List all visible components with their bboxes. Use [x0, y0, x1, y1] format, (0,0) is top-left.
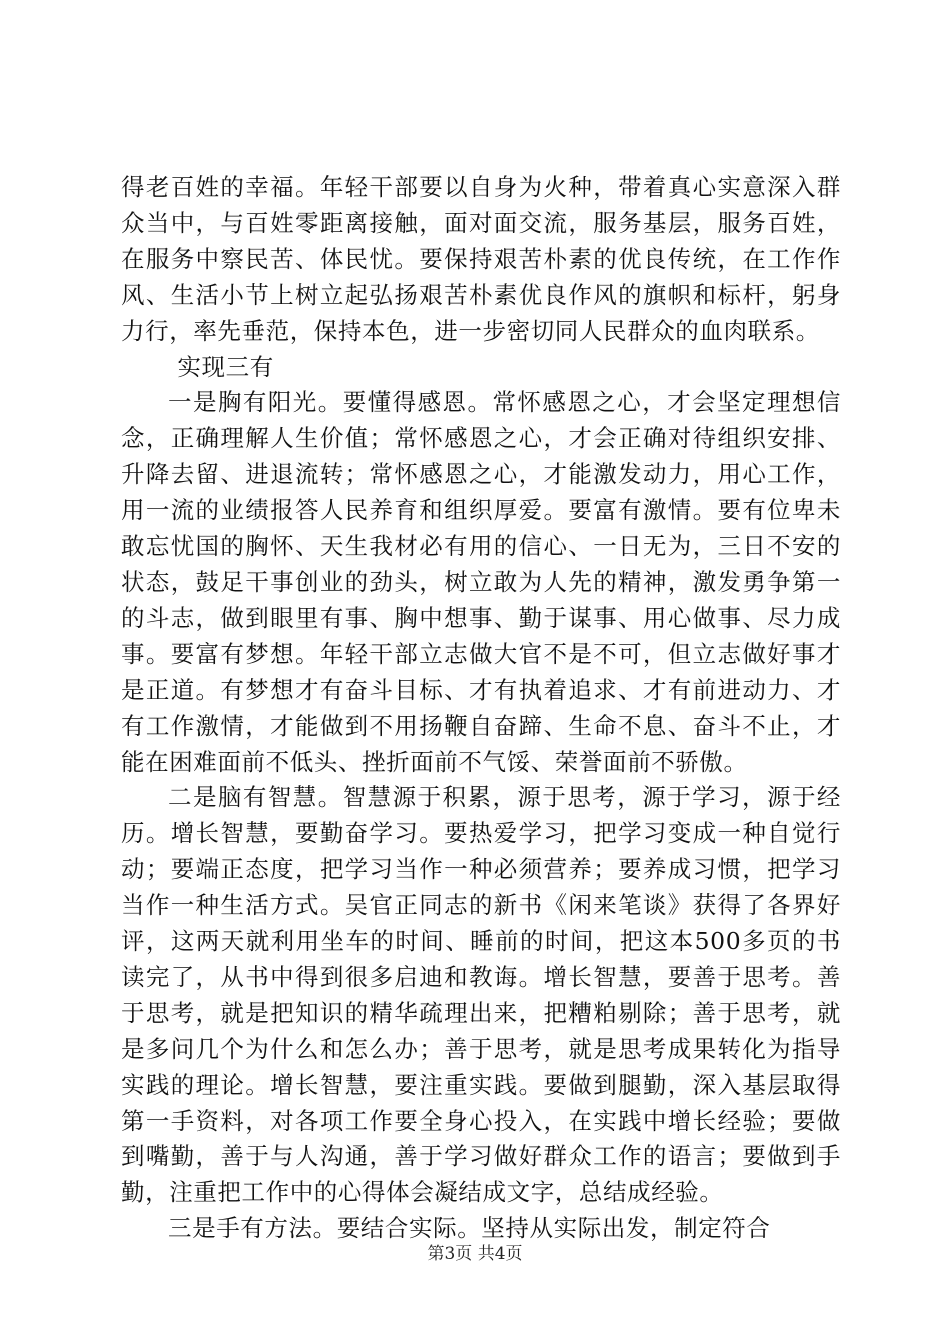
paragraph-wisdom: 二是脑有智慧。智慧源于积累，源于思考，源于学习，源于经历。增长智慧，要勤奋学习。要热爱学习，把学习变成一种自觉行动；要端正态度，把学习当作一种必须营养；要养成习惯，把学习当作一种生活方式。吴官正同志的新书《闲来笔谈》获得了各界好评，这两天就利用坐车的时间、睡前的时间，把这本500多页的书读完了，从书中得到很多启迪和教诲。增长智慧，要善于思考。善于思考，就是把知识的精华疏理出来，把糟粕剔除；善于思考，就是多问几个为什么和怎么办；善于思考，就是思考成果转化为指导实践的理论。增长智慧，要注重实践。要做到腿勤，深入基层取得第一手资料，对各项工作要全身心投入，在实践中增长经验；要做到嘴勤，善于与人沟通，善于学习做好群众工作的语言；要做到手勤，注重把工作中的心得体会凝结成文字，总结成经验。 — [121, 783, 841, 1207]
paragraph-method: 三是手有方法。要结合实际。坚持从实际出发，制定符合 — [168, 1214, 771, 1243]
document-body — [121, 170, 841, 1247]
paragraph-sunshine: 一是胸有阳光。要懂得感恩。常怀感恩之心，才会坚定理想信念，正确理解人生价值；常怀感恩之心，才会正确对待组织安排、升降去留、进退流转；常怀感恩之心，才能激发动力，用心工作，用一流的业绩报答人民养育和组织厚爱。要富有激情。要有位卑未敢忘忧国的胸怀、天生我材必有用的信心、一日无为，三日不安的状态，鼓足干事创业的劲头，树立敢为人先的精神，激发勇争第一的斗志，做到眼里有事、胸中想事、勤于谋事、用心做事、尽力成事。要富有梦想。年轻干部立志做大官不是不可，但立志做好事才是正道。有梦想才有奋斗目标、才有执着追求、才有前进动力、才有工作激情，才能做到不用扬鞭自奋蹄、生命不息、奋斗不止，才能在困难面前不低头、挫折面前不气馁、荣誉面前不骄傲。 — [121, 388, 841, 776]
paragraph-continuation: 得老百姓的幸福。年轻干部要以自身为火种，带着真心实意深入群众当中，与百姓零距离接触，面对面交流，服务基层，服务百姓，在服务中察民苦、体民忧。要保持艰苦朴素的优良传统，在工作作风、生活小节上树立起弘扬艰苦朴素优良作风的旗帜和标杆，躬身力行，率先垂范，保持本色，进一步密切同人民群众的血肉联系。 — [121, 173, 841, 345]
page-footer: 第3页 共4页 — [427, 1244, 523, 1264]
section-heading: 实现三有 — [177, 352, 274, 381]
